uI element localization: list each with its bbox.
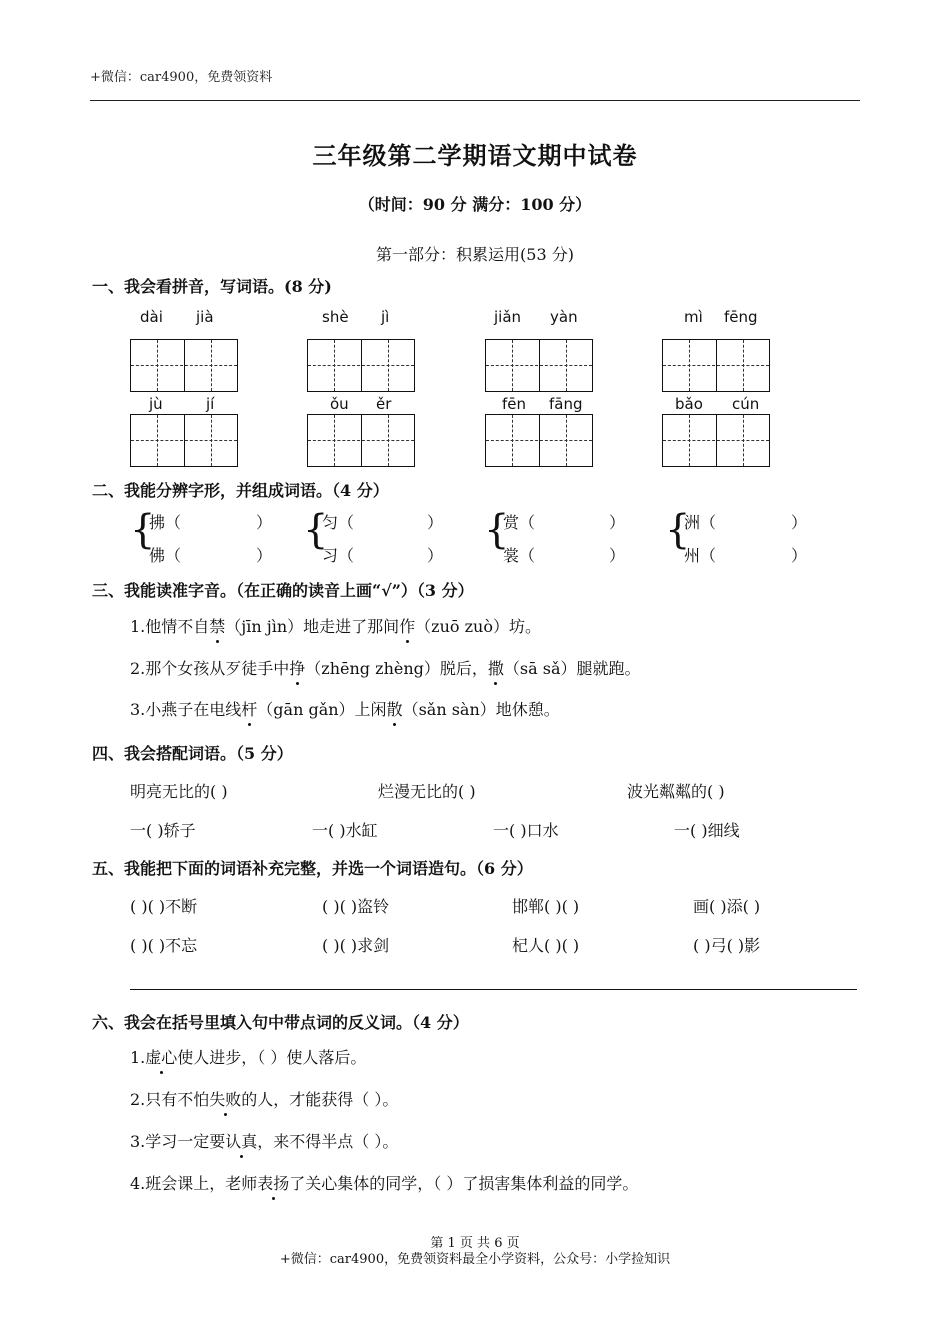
- dotted-word: 虚心: [145, 1045, 177, 1068]
- footer-note: +微信：car4900，免费领资料最全小学资料，公众号：小学捡知识: [279, 1252, 671, 1267]
- q3-text: （sǎn sàn）地休憩。: [402, 700, 560, 719]
- q6-text: 的人，才能获得（ ）。: [241, 1090, 399, 1109]
- writing-grid[interactable]: [485, 414, 593, 467]
- pinyin-1-4: mì: [684, 308, 703, 326]
- brace: {: [665, 507, 691, 553]
- q3-heading: 三、我能读准字音。（在正确的读音上画“√”）（3 分）: [92, 581, 474, 600]
- q3-text: 1.他情不自: [130, 617, 210, 636]
- char-a: 匀（: [322, 513, 355, 532]
- pinyin-1-3b: yàn: [550, 308, 578, 326]
- char-b: 州（: [684, 546, 717, 565]
- dotted-char: 撒: [488, 656, 504, 679]
- pinyin-1-1: dài: [140, 308, 163, 326]
- dotted-char: 作: [399, 614, 415, 637]
- q4-measure: 一( )细线: [674, 821, 740, 840]
- q3-text: 3.小燕子在电线: [130, 700, 242, 719]
- q4-phrase: 明亮无比的( ): [130, 782, 228, 801]
- dotted-char: 挣: [289, 656, 305, 679]
- q6-item-2: [130, 1087, 398, 1110]
- paren-close: ）: [609, 513, 626, 532]
- q6-text: 2.只有不怕: [130, 1090, 210, 1109]
- paren-close: ）: [609, 546, 626, 565]
- paren-close: ）: [427, 546, 444, 565]
- dotted-char: 散: [387, 697, 403, 720]
- pinyin-1-4b: fēng: [724, 308, 758, 326]
- q6-heading: 六、我会在括号里填入句中带点词的反义词。（4 分）: [92, 1013, 469, 1032]
- pinyin-2-4: bǎo: [675, 395, 703, 413]
- part-label: 第一部分：积累运用(53 分): [376, 245, 574, 264]
- q3-text: （zhēng zhèng）脱后，: [305, 659, 488, 678]
- idiom: ( )( )不断: [130, 897, 198, 916]
- brace: {: [130, 507, 156, 553]
- pinyin-2-3b: fāng: [549, 395, 583, 413]
- dotted-word: 失败: [209, 1087, 241, 1110]
- dotted-char: 禁: [209, 614, 225, 637]
- idiom: ( )( )求剑: [322, 936, 390, 955]
- q3-text: 2.那个女孩从歹徒手中: [130, 659, 290, 678]
- q2-heading: 二、我能分辨字形，并组成词语。（4 分）: [92, 481, 389, 500]
- dotted-char: 杆: [241, 697, 257, 720]
- idiom: ( )弓( )影: [693, 936, 761, 955]
- char-a: 赏（: [503, 513, 536, 532]
- idiom: 邯郸( )( ): [512, 897, 580, 916]
- q6-text: 了关心集体的同学，（ ）了损害集体利益的同学。: [289, 1174, 639, 1193]
- char-b: 佛（: [149, 546, 182, 565]
- q4-phrase: 波光粼粼的( ): [627, 782, 725, 801]
- writing-grid[interactable]: [485, 339, 593, 392]
- q4-measure: 一( )轿子: [130, 821, 196, 840]
- q6-item-1: [130, 1045, 366, 1068]
- pinyin-1-2b: jì: [381, 308, 390, 326]
- q3-item-3: [130, 697, 560, 720]
- paren-close: ）: [256, 546, 273, 565]
- pinyin-1-1b: jià: [196, 308, 214, 326]
- q6-text: 使人进步，（ ）使人落后。: [177, 1048, 367, 1067]
- q1-heading: 一、我会看拼音，写词语。(8 分): [92, 277, 332, 296]
- pinyin-1-2: shè: [322, 308, 349, 326]
- q3-text: （zuō zuò）坊。: [415, 617, 541, 636]
- header-note: +微信：car4900，免费领资料: [90, 70, 273, 85]
- q6-item-4: [130, 1171, 638, 1194]
- idiom: ( )( )盗铃: [322, 897, 390, 916]
- char-b: 裳（: [503, 546, 536, 565]
- idiom: ( )( )不忘: [130, 936, 198, 955]
- page-title: 三年级第二学期语文期中试卷: [312, 141, 638, 170]
- writing-grid[interactable]: [662, 339, 770, 392]
- dotted-word: 表扬: [257, 1171, 289, 1194]
- q3-item-1: [130, 614, 541, 637]
- idiom: 杞人( )( ): [512, 936, 580, 955]
- exam-info: （时间：90 分 满分：100 分）: [358, 195, 592, 214]
- writing-grid[interactable]: [307, 339, 415, 392]
- writing-grid[interactable]: [130, 339, 238, 392]
- paren-close: ）: [791, 546, 808, 565]
- q3-text: （jīn jìn）地走进了那间: [225, 617, 400, 636]
- char-b: 习（: [322, 546, 355, 565]
- writing-grid[interactable]: [307, 414, 415, 467]
- paren-close: ）: [427, 513, 444, 532]
- brace: {: [303, 507, 329, 553]
- q3-text: （gān gǎn）上闲: [257, 700, 387, 719]
- q6-item-3: [130, 1129, 398, 1152]
- pinyin-2-2: ǒu: [330, 395, 349, 413]
- pinyin-2-2b: ěr: [376, 395, 392, 413]
- q4-heading: 四、我会搭配词语。（5 分）: [92, 744, 293, 763]
- q4-phrase: 烂漫无比的( ): [378, 782, 476, 801]
- q6-text: 4.班会课上，老师: [130, 1174, 258, 1193]
- writing-grid[interactable]: [130, 414, 238, 467]
- idiom: 画( )添( ): [693, 897, 761, 916]
- char-a: 拂（: [149, 513, 182, 532]
- q3-text: （sā sǎ）腿就跑。: [503, 659, 641, 678]
- pinyin-2-4b: cún: [732, 395, 760, 413]
- pinyin-2-1: jù: [149, 395, 163, 413]
- page-number: 第 1 页 共 6 页: [430, 1236, 520, 1251]
- q6-text: 1.: [130, 1048, 146, 1067]
- writing-grid[interactable]: [662, 414, 770, 467]
- answer-line[interactable]: [130, 989, 857, 990]
- pinyin-2-1b: jí: [206, 395, 215, 413]
- pinyin-1-3: jiǎn: [494, 308, 522, 326]
- q6-text: 3.学习一定要: [130, 1132, 226, 1151]
- header-rule: [90, 100, 860, 101]
- q5-heading: 五、我能把下面的词语补充完整，并选一个词语造句。（6 分）: [92, 859, 533, 878]
- dotted-word: 认真: [225, 1129, 257, 1152]
- q4-measure: 一( )水缸: [312, 821, 378, 840]
- pinyin-2-3: fēn: [502, 395, 527, 413]
- paren-close: ）: [791, 513, 808, 532]
- q4-measure: 一( )口水: [493, 821, 559, 840]
- q6-text: ，来不得半点（ ）。: [257, 1132, 399, 1151]
- char-a: 洲（: [684, 513, 717, 532]
- brace: {: [484, 507, 510, 553]
- paren-close: ）: [256, 513, 273, 532]
- q3-item-2: [130, 656, 641, 679]
